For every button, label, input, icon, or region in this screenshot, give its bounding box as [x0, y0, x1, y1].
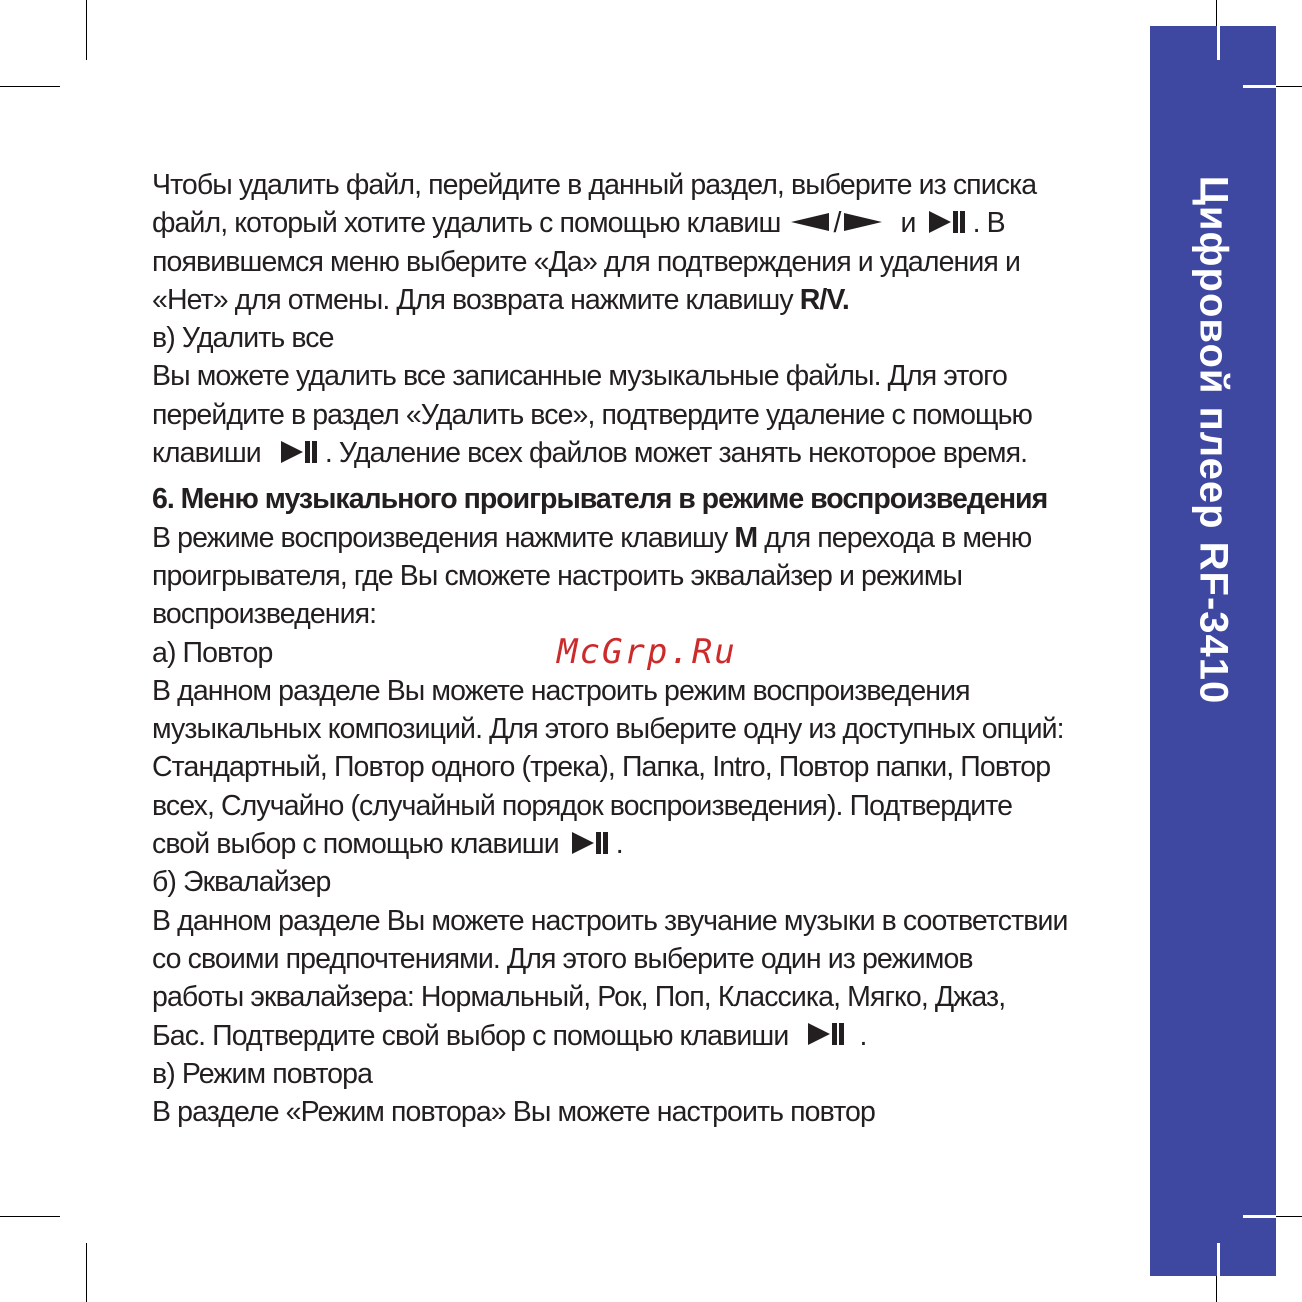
crop-mark — [0, 86, 60, 87]
text-line — [152, 434, 1127, 472]
crop-mark — [86, 0, 87, 60]
crop-mark — [1217, 26, 1220, 60]
play-pause-key-icon — [808, 1021, 846, 1047]
text-fragment: свой выбор с помощью клавиши — [152, 828, 559, 861]
text-fragment: . В — [972, 207, 1005, 240]
text-fragment: . — [859, 1019, 867, 1052]
text-line: воспроизведения: — [152, 598, 377, 631]
sidebar-title: Цифровой плеер RF-3410 — [1191, 175, 1236, 705]
section-heading: 6. Меню музыкального проигрывателя в режиме воспроизведения — [152, 483, 1048, 516]
text-line — [152, 825, 1127, 863]
text-fragment: Бас. Подтвердите свой выбор с помощью клавиши — [152, 1019, 789, 1052]
crop-mark — [86, 1243, 87, 1302]
text-line: Стандартный, Повтор одного (трека), Папка, Intro, Повтор папки, Повтор — [152, 751, 1051, 784]
crop-mark — [1243, 85, 1276, 88]
text-fragment: клавиши — [152, 437, 261, 470]
crop-mark — [1243, 1215, 1276, 1218]
text-line: В разделе «Режим повтора» Вы можете настроить повтор — [152, 1096, 875, 1129]
subsection-title: б) Эквалайзер — [152, 866, 331, 899]
text-fragment: для перехода в меню — [764, 521, 1032, 554]
play-pause-key-icon — [929, 209, 967, 235]
crop-mark — [0, 1216, 60, 1217]
play-pause-key-icon — [572, 830, 610, 856]
crop-mark — [1216, 0, 1217, 26]
text-line: со своими предпочтениями. Для этого выберите один из режимов — [152, 942, 973, 975]
m-key-label: M — [734, 521, 758, 554]
forward-key-icon — [844, 213, 882, 231]
rv-key-label: R/V. — [799, 283, 849, 316]
back-key-icon — [791, 213, 829, 231]
text-fragment: В режиме воспроизведения нажмите клавишу — [152, 521, 728, 554]
text-line: появившемся меню выберите «Да» для подтверждения и удаления и — [152, 245, 1020, 278]
text-line: музыкальных композиций. Для этого выберите одну из доступных опций: — [152, 713, 1064, 746]
text-line — [152, 281, 1127, 319]
text-line — [152, 1017, 1127, 1055]
text-line: Чтобы удалить файл, перейдите в данный раздел, выберите из списка — [152, 169, 1037, 201]
crop-mark — [1276, 86, 1302, 87]
text-line: проигрывателя, где Вы сможете настроить эквалайзер и режимы — [152, 559, 963, 592]
text-line: В данном разделе Вы можете настроить режим воспроизведения — [152, 674, 970, 707]
text-fragment: файл, который хотите удалить с помощью клавиш — [152, 207, 781, 240]
text-line: В данном разделе Вы можете настроить звучание музыки в соответствии — [152, 904, 1068, 937]
play-pause-key-icon — [281, 439, 319, 465]
text-fragment: . Удаление всех файлов может занять некоторое время. — [324, 437, 1028, 470]
text-fragment: и — [900, 207, 916, 240]
text-line — [152, 204, 1127, 242]
text-fragment: . — [615, 828, 623, 861]
subsection-title: в) Удалить все — [152, 322, 334, 355]
text-fragment: «Нет» для отмены. Для возврата нажмите клавишу — [152, 283, 793, 316]
crop-mark — [1217, 1243, 1220, 1276]
subsection-title: а) Повтор — [152, 636, 273, 669]
text-line: Вы можете удалить все записанные музыкальные файлы. Для этого — [152, 360, 1007, 393]
watermark: McGrp.Ru — [557, 632, 737, 672]
text-line — [152, 519, 1127, 557]
crop-mark — [1216, 1276, 1217, 1302]
text-line: всех, Случайно (случайный порядок воспроизведения). Подтвердите — [152, 789, 1013, 822]
subsection-title: в) Режим повтора — [152, 1057, 373, 1090]
crop-mark — [1276, 1216, 1302, 1217]
text-line: работы эквалайзера: Нормальный, Рок, Поп, Классика, Мягко, Джаз, — [152, 981, 1006, 1014]
slash: / — [833, 207, 841, 240]
text-line: перейдите в раздел «Удалить все», подтвердите удаление с помощью — [152, 398, 1033, 431]
